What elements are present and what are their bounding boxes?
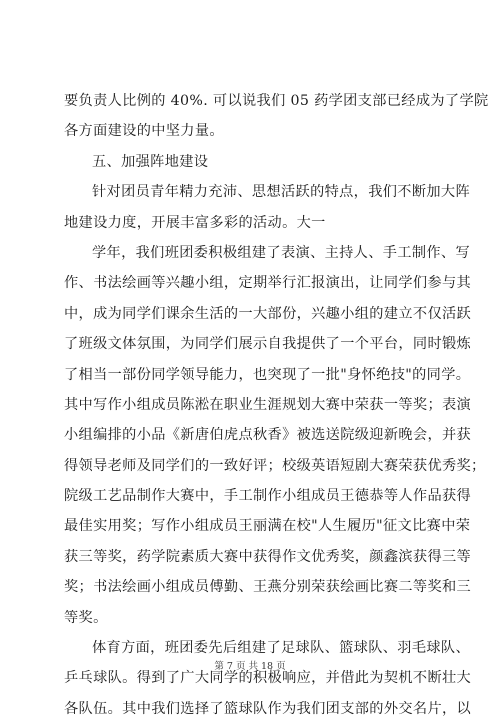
text-line: 其中写作小组成员陈淞在职业生涯规划大赛中荣获一等奖；表演 <box>64 396 472 413</box>
text-line: 各队伍。其中我们选择了篮球队作为我们团支部的外交名片，以 <box>64 700 472 717</box>
text-line: 最佳实用奖；写作小组成员王丽满在校"人生履历"征文比赛中荣 <box>64 518 471 535</box>
text-line: 作、书法绘画等兴趣小组，定期举行汇报演出，让同学们参与其 <box>64 275 472 292</box>
text-line: 各方面建设的中坚力量。 <box>64 123 224 140</box>
text-line: 中，成为同学们课余生活的一大部份，兴趣小组的建立不仅活跃 <box>64 305 472 322</box>
text-line: 要负责人比例的 40%. 可以说我们 05 药学团支部已经成为了学院 <box>64 93 489 109</box>
text-line: 地建设力度，开展丰富多彩的活动。大一 <box>64 214 326 231</box>
body-text <box>64 86 489 724</box>
text-line: 学年，我们班团委积极组建了表演、主持人、手工制作、写 <box>92 244 470 261</box>
text-line: 小组编排的小品《新唐伯虎点秋香》被选送院级迎新晚会，并获 <box>64 427 472 444</box>
text-line: 乒乓球队。得到了广大同学的积极响应，并借此为契机不断壮大 <box>64 670 472 687</box>
text-line: 了相当一部份同学领导能力，也突现了一批"身怀绝技"的同学。 <box>64 366 471 383</box>
text-line: 获三等奖，药学院素质大赛中获得作文优秀奖，颜鑫滨获得三等 <box>64 548 472 565</box>
text-line: 奖；书法绘画小组成员傅勤、王燕分别荣获绘画比赛二等奖和三 <box>64 579 472 596</box>
text-line: 针对团员青年精力充沛、思想活跃的特点，我们不断加大阵 <box>92 184 470 201</box>
text-line: 等奖。 <box>64 609 108 626</box>
page-footer: 第 7 页 共 18 页 <box>214 661 286 672</box>
section-heading: 五、加强阵地建设 <box>92 153 209 170</box>
text-line: 院级工艺品制作大赛中，手工制作小组成员王德恭等人作品获得 <box>64 488 472 505</box>
text-line: 体育方面，班团委先后组建了足球队、篮球队、羽毛球队、 <box>92 640 470 657</box>
text-line: 了班级文体氛围，为同学们展示自我提供了一个平台，同时锻炼 <box>64 336 472 353</box>
text-line: 得领导老师及同学们的一致好评；校级英语短剧大赛荣获优秀奖； <box>64 457 486 474</box>
